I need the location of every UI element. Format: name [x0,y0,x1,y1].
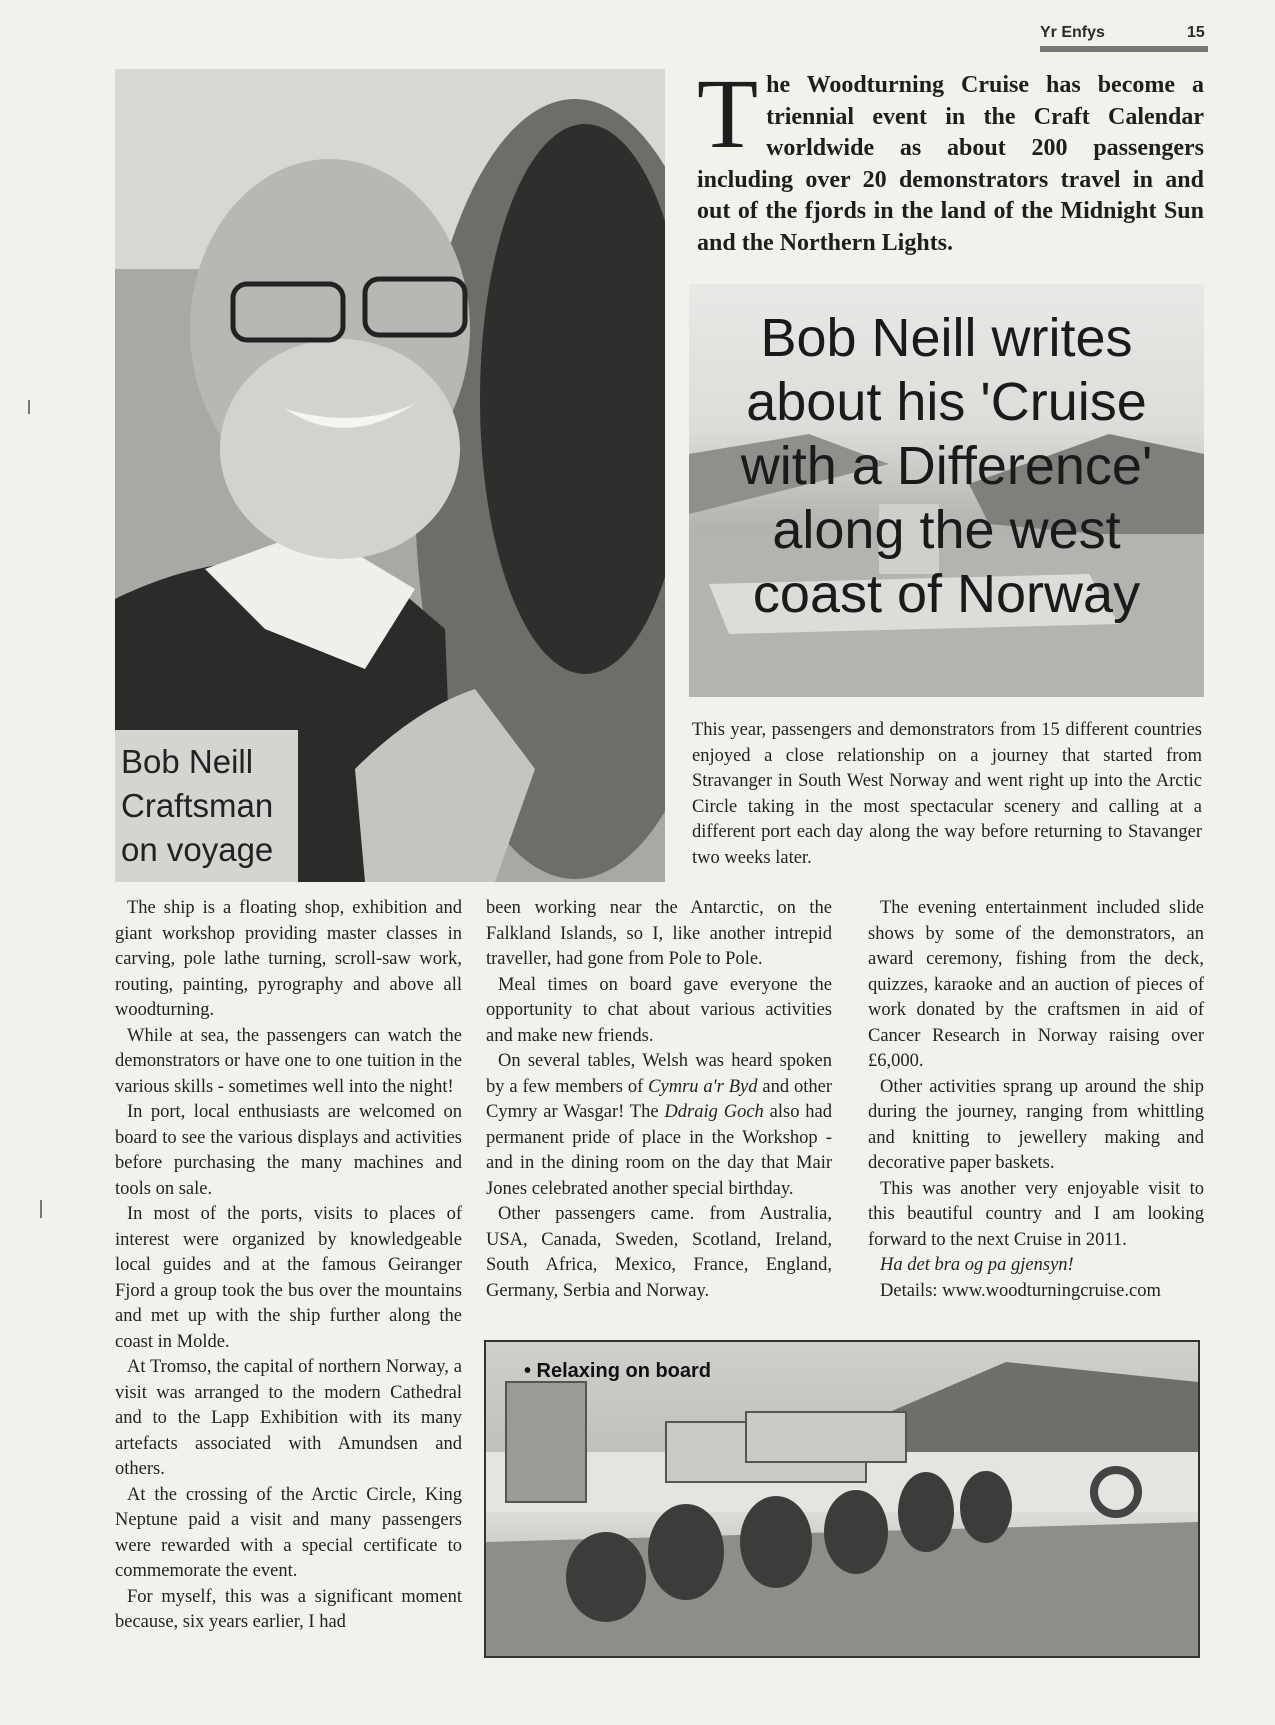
paragraph: At the crossing of the Arctic Circle, King Neptune paid a visit and many passengers were rewarded with a special certificate to commemorate the event. [115,1484,462,1581]
drop-cap: T [697,58,759,169]
scan-mark [40,1200,42,1218]
body-column-3 [868,896,1204,1304]
text-run: also had permanent pride of place in the Workshop - and in the dining room on the day that Mair Jones celebrated another special birthday. [486,1102,833,1199]
headline-line: Bob Neill writes [760,308,1133,368]
scan-mark [28,400,30,414]
caption-line: Bob Neill [121,743,254,780]
italic-text: Cymru a'r Byd [648,1076,758,1097]
headline-line: coast of Norway [752,564,1141,624]
italic-text: Ddraig Goch [664,1102,764,1122]
caption-line: Craftsman [121,787,274,824]
headline-line: with a Difference' [740,436,1153,496]
paragraph: This was another very enjoyable visit to this beautiful country and I am looking forward to the next Cruise in 2011. [868,1178,1204,1250]
sign-off [868,1253,1204,1279]
deck-photo [484,1340,1200,1658]
intro-paragraph [697,58,1204,259]
portrait-caption [115,730,298,882]
deck-photo-caption: • Relaxing on board [524,1360,712,1382]
paragraph: In port, local enthusiasts are welcomed on board to see the various displays and activities before purchasing the many machines and tools on sale. [115,1102,462,1199]
paragraph: been working near the Antarctic, on the Falkland Islands, so I, like another intrepid traveller, had gone from Pole to Pole. [486,898,832,969]
headline-photo [689,284,1204,697]
publication-title: Yr Enfys [1040,24,1105,41]
paragraph: In most of the ports, visits to places of interest were organized by knowledgeable local guides and at the famous Geiranger Fjord a group took the bus over the mountains and met up with the ship further along the coast in Molde. [115,1204,462,1352]
body-column-1 [115,896,462,1636]
paragraph: While at sea, the passengers can watch the demonstrators or have one to one tuition in the various skills - sometimes well into the night! [115,1025,462,1097]
text-run: On several tables, Welsh was heard spoken by a few members of [486,1051,832,1097]
paragraph: Other activities sprang up around the ship during the journey, ranging from whittling and knitting to jewellery making and decorative paper baskets. [868,1076,1204,1173]
text-run: and other Cymry ar Wasgar! The [486,1076,832,1122]
caption-line: on voyage [121,831,274,868]
article-headline [689,306,1204,626]
details-link: Details: www.woodturningcruise.com [880,1280,1161,1301]
paragraph: Other passengers came. from Australia, USA, Canada, Sweden, Scotland, Ireland, South Africa, Mexico, France, England, Germany, Serbia and Norway. [486,1204,832,1301]
paragraph: The ship is a floating shop, exhibition and giant workshop providing master classes in carving, pole lathe turning, scroll-saw work, routing, painting, pyrography and above all woodturning. [115,898,462,1020]
body-column-2 [486,896,832,1304]
paragraph: The evening entertainment included slide shows by some of the demonstrators, an award ceremony, fishing from the deck, quizzes, karaoke and an auction of pieces of work donated by the craftsmen in aid of Cancer Research in Norway raising over £6,000. [868,898,1204,1071]
lead-paragraph [692,718,1202,871]
paragraph: Meal times on board gave everyone the opportunity to chat about various activities and make new friends. [486,974,832,1046]
paragraph: For myself, this was a significant moment because, six years earlier, I had [115,1586,462,1632]
header-rule [1040,46,1208,52]
italic-text: Ha det bra og pa gjensyn! [880,1255,1074,1275]
intro-text: he Woodturning Cruise has become a triennial event in the Craft Calendar worldwide as about 200 passengers including over 20 demonstrators travel in and out of the fjords in the land of the Midnight Sun and the Northern Lights. [697,72,1204,256]
paragraph [486,1049,832,1202]
lead-text: This year, passengers and demonstrators from 15 different countries enjoyed a close relationship on a journey that started from Stravanger in South West Norway and went right up into the Arctic Circle taking in the most spectacular scenery and calling at a different port each day along the way before returning to Stavanger two weeks later. [692,720,1202,868]
paragraph: At Tromso, the capital of northern Norway, a visit was arranged to the modern Cathedral and to the Lapp Exhibition with its many artefacts associated with Amundsen and others. [115,1357,462,1479]
page-number: 15 [1187,24,1205,41]
headline-line: along the west [772,500,1121,560]
headline-line: about his 'Cruise [746,372,1147,432]
